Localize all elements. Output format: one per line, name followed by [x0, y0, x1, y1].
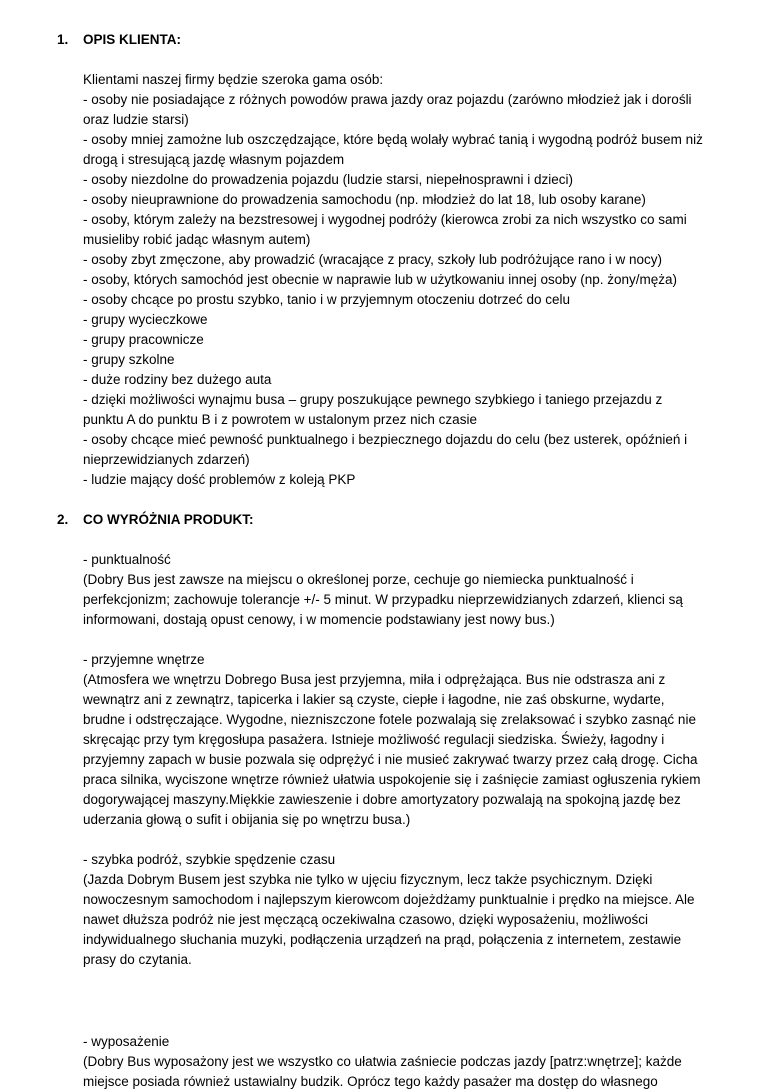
- list-item: - osoby nie posiadające z różnych powodów prawa jazdy oraz pojazdu (zarówno młodzież jak i dorośli oraz ludzie starsi): [83, 92, 692, 127]
- feature-block: [83, 850, 703, 970]
- list-item: - osoby chcące mieć pewność punktualnego i bezpiecznego dojazdu do celu (bez usterek, opóźnień i nieprzewidzianych zdarzeń): [83, 432, 688, 467]
- feature-list: [83, 550, 703, 1092]
- intro-line: Klientami naszej firmy będzie szeroka gama osób:: [83, 72, 384, 87]
- list-item: - osoby, których samochód jest obecnie w naprawie lub w użytkowaniu innej osoby (np. żony/męża): [83, 272, 678, 287]
- feature-description: (Atmosfera we wnętrzu Dobrego Busa jest przyjemna, miła i odprężająca. Bus nie odstrasza ani z wewnątrz ani z zewnątrz, tapicerka i lakier są czyste, ciepłe i łagodne, nie zaś obskurne, wydarte, brudne i odstręczające. Wygodne, niezniszczone fotele pozwalają się zrelaksować i szybko zasnąć nie skręcając przy tym kręgosłupa pasażera. Istnieje możliwość regulacji siedziska. Świeży, łagodny i przyjemny zapach w busie pozwala się odprężyć i nie musieć zakrywać twarzy przez całą drogę. Cicha praca silnika, wyciszone wnętrze również ułatwia uspokojenie się i zaśnięcie zamiast ogłuszenia rykiem dogorywającej maszyny.Miękkie zawieszenie i dobre amortyzatory pozwalają na spokojną jazdę bez uderzania głową o sufit i obijania się po wnętrzu busa.): [83, 672, 701, 827]
- list-item: - osoby nieuprawnione do prowadzenia samochodu (np. młodzież do lat 18, lub osoby karane): [83, 192, 646, 207]
- section-body: [83, 70, 703, 490]
- section-heading: [57, 510, 703, 530]
- section-number: 1.: [57, 32, 69, 47]
- section-title: OPIS KLIENTA:: [83, 32, 182, 47]
- list-item: - osoby zbyt zmęczone, aby prowadzić (wracające z pracy, szkoły lub podróżujące rano i w nocy): [83, 252, 662, 267]
- feature-description: (Jazda Dobrym Busem jest szybka nie tylko w ujęciu fizycznym, lecz także psychicznym. Dzięki nowoczesnym samochodom i najlepszym kierowcom dojeżdżamy punktualnie i prędko na miejsce. Ale nawet dłuższa podróż nie jest męczącą oczekiwalna czasowo, dzięki wyposażeniu, możliwości indywidualnego słuchania muzyki, podłączenia urządzeń na prąd, połączenia z internetem, zestawie prasy do czytania.: [83, 872, 695, 967]
- feature-title: - szybka podróż, szybkie spędzenie czasu: [83, 852, 336, 867]
- section-opis-klienta: [57, 30, 703, 490]
- feature-block: [83, 650, 703, 830]
- list-item: - ludzie mający dość problemów z koleją PKP: [83, 472, 356, 487]
- list-item: - dzięki możliwości wynajmu busa – grupy poszukujące pewnego szybkiego i taniego przejazdu z punktu A do punktu B i z powrotem w ustalonym przez nich czasie: [83, 392, 663, 427]
- client-list: [83, 90, 703, 490]
- feature-block: [83, 1032, 703, 1092]
- feature-title: - wyposażenie: [83, 1034, 170, 1049]
- feature-title: - punktualność: [83, 552, 171, 567]
- section-number: 2.: [57, 512, 69, 527]
- section-title: CO WYRÓŻNIA PRODUKT:: [83, 512, 254, 527]
- list-item: - grupy pracownicze: [83, 332, 204, 347]
- feature-title: - przyjemne wnętrze: [83, 652, 205, 667]
- list-item: - osoby, którym zależy na bezstresowej i wygodnej podróży (kierowca zrobi za nich wszystko co sami musieliby robić jadąc własnym autem): [83, 212, 687, 247]
- section-co-wyroznia-produkt: [57, 510, 703, 1092]
- feature-description: (Dobry Bus wyposażony jest we wszystko co ułatwia zaśniecie podczas jazdy [patrz:wnętrze]; każde miejsce posiada również ustawialny budzik. Oprócz tego każdy pasażer ma dostęp do własnego: [83, 1054, 682, 1089]
- list-item: - osoby niezdolne do prowadzenia pojazdu (ludzie starsi, niepełnosprawni i dzieci): [83, 172, 574, 187]
- list-item: - grupy wycieczkowe: [83, 312, 208, 327]
- feature-description: (Dobry Bus jest zawsze na miejscu o określonej porze, cechuje go niemiecka punktualność i perfekcjonizm; zachowuje tolerancje +/- 5 minut. W przypadku nieprzewidzianych zdarzeń, klienci są informowani, dostają opust cenowy, i w momencie podstawiany jest nowy bus.): [83, 572, 683, 627]
- section-heading: [57, 30, 703, 50]
- list-item: - osoby mniej zamożne lub oszczędzające, które będą wolały wybrać tanią i wygodną podróż busem niż drogą i stresującą jazdę własnym pojazdem: [83, 132, 703, 167]
- list-item: - grupy szkolne: [83, 352, 175, 367]
- feature-block: [83, 550, 703, 630]
- list-item: - duże rodziny bez dużego auta: [83, 372, 272, 387]
- list-item: - osoby chcące po prostu szybko, tanio i w przyjemnym otoczeniu dotrzeć do celu: [83, 292, 570, 307]
